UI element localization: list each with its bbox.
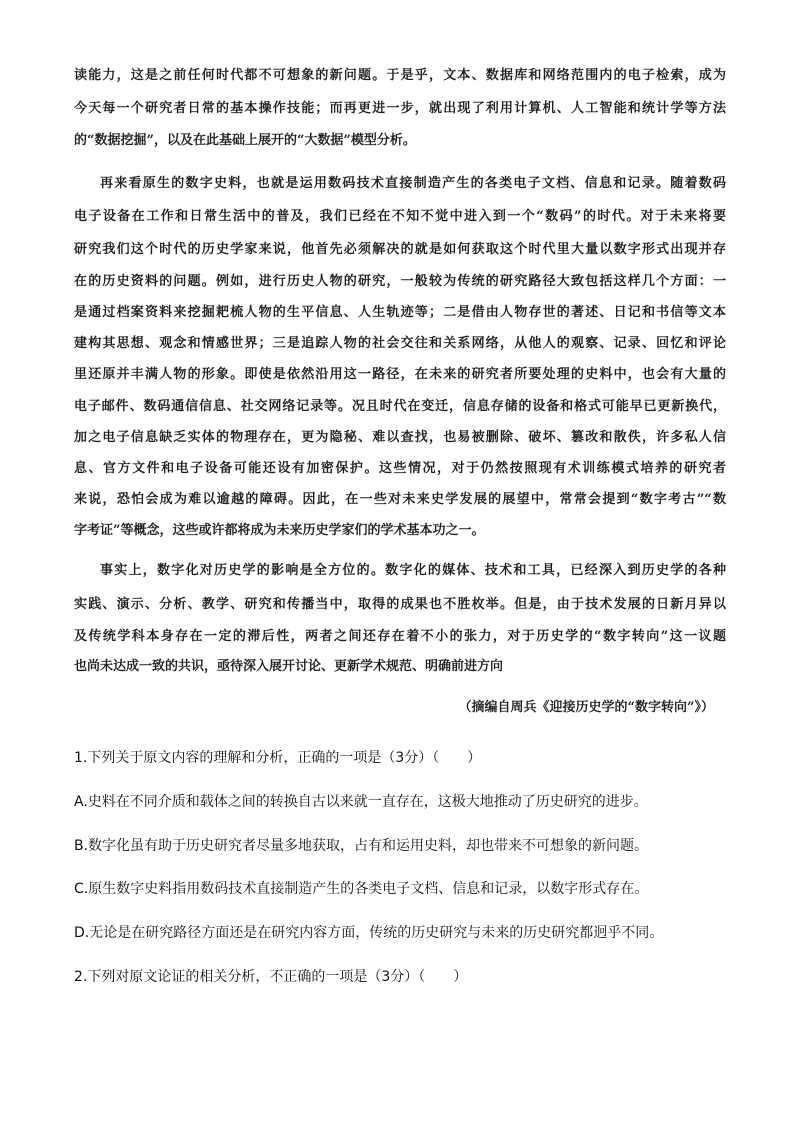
passage-line: 实践、演示、分析、教学、研究和传播当中，取得的成果也不胜枚举。但是，由于技术发展的日新月异以 — [74, 597, 726, 612]
passage-line: 读能力，这是之前任何时代都不可想象的新问题。于是乎，文本、数据库和网络范围内的电子检索，成为 — [74, 68, 726, 83]
passage-line: 再来看原生的数字史料，也就是运用数码技术直接制造产生的各类电子文档、信息和记录。随着数码 — [100, 176, 726, 191]
question-1-option-a: A.史料在不同介质和载体之间的转换自古以来就一直存在，这极大地推动了历史研究的进步。 — [74, 794, 648, 810]
question-1-option-d: D.无论是在研究路径方面还是在研究内容方面，传统的历史研究与未来的历史研究都迥乎不同。 — [74, 925, 664, 941]
passage-line: 息、官方文件和电子设备可能还设有加密保护。这些情况，对于仍然按照现有术训练模式培养的研究者 — [74, 461, 726, 476]
passage-line: 电子邮件、数码通信信息、社交网络记录等。况且时代在变迁，信息存储的设备和格式可能早已更新换代， — [74, 399, 726, 414]
passage-source: （摘编自周兵《迎接历史学的“数字转向”》） — [458, 700, 714, 715]
passage-line: 事实上，数字化对历史学的影响是全方位的。数字化的媒体、技术和工具，已经深入到历史学的各种 — [100, 563, 726, 578]
passage-line: 今天每一个研究者日常的基本操作技能；而再更进一步，就出现了利用计算机、人工智能和统计学等方法 — [74, 101, 726, 116]
passage-line: 来说，恐怕会成为难以逾越的障碍。因此，在一些对未来史学发展的展望中，常常会提到“数字考古”“数 — [74, 492, 726, 507]
passage-line: 在的历史资料的问题。例如，进行历史人物的研究，一般较为传统的研究路径大致包括这样几个方面：一 — [74, 274, 726, 289]
question-2-stem: 2.下列对原文论证的相关分析，不正确的一项是（3分）（ ） — [74, 969, 468, 985]
passage-line: 研究我们这个时代的历史学家来说，他首先必须解决的就是如何获取这个时代里大量以数字形式出现并存 — [74, 242, 726, 257]
passage-line: 字考证”等概念，这些或许都将成为未来历史学家们的学术基本功之一。 — [74, 523, 485, 538]
passage-line: 电子设备在工作和日常生活中的普及，我们已经在不知不觉中进入到一个“数码”的时代。对于未来将要 — [74, 209, 726, 224]
passage-line: 里还原并丰满人物的形象。即使是依然沿用这一路径，在未来的研究者所要处理的史料中，也会有大量的 — [74, 367, 726, 382]
question-1-option-c: C.原生数字史料指用数码技术直接制造产生的各类电子文档、信息和记录，以数字形式存在。 — [74, 881, 649, 897]
passage-line: 及传统学科本身存在一定的滞后性，两者之间还存在着不小的张力，对于历史学的“数字转向”这一议题 — [74, 629, 726, 644]
passage-line: 的“数据挖掘”，以及在此基础上展开的“大数据”模型分析。 — [74, 133, 416, 148]
question-1-stem: 1.下列关于原文内容的理解和分析，正确的一项是（3分）（ ） — [74, 750, 482, 766]
passage-line: 是通过档案资料来挖掘耙梳人物的生平信息、人生轨迹等；二是借由人物存世的著述、日记和书信等文本 — [74, 305, 726, 320]
passage-line: 建构其思想、观念和情感世界；三是追踪人物的社会交往和关系网络，从他人的观察、记录、回忆和评论 — [74, 336, 726, 351]
passage-line: 加之电子信息缺乏实体的物理存在，更为隐秘、难以查找，也易被删除、破坏、篡改和散佚，许多私人信 — [74, 430, 726, 445]
passage-line: 也尚未达成一致的共识，亟待深入展开讨论、更新学术规范、明确前进方向 — [74, 659, 504, 674]
question-1-option-b: B.数字化虽有助于历史研究者尽量多地获取，占有和运用史料，却也带来不可想象的新问题。 — [74, 838, 649, 854]
